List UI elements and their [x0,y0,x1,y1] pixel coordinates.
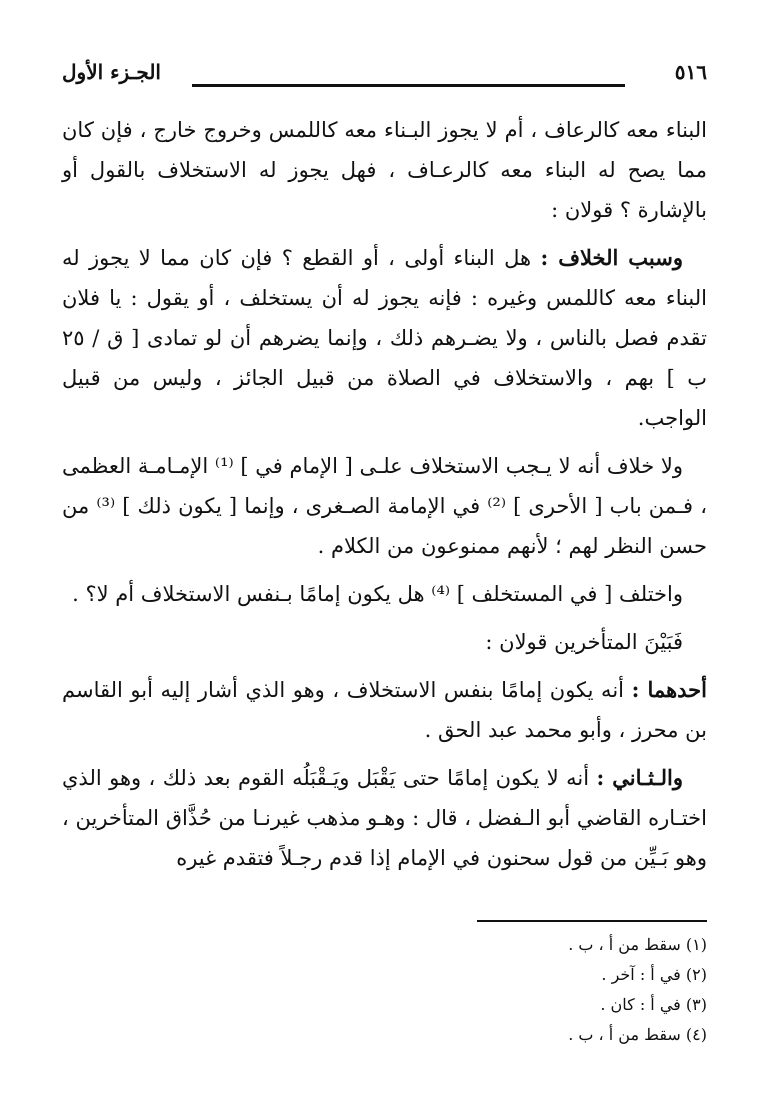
paragraph-3: ولا خلاف أنه لا يـجب الاستخلاف علـى [ الإمام في ] ⁽¹⁾ الإمـامـة العظمى ، فـمن باب [ الأحرى ] ⁽²⁾ في الإمامة الصـغرى ، وإنما [ يكون ذلك ] ⁽³⁾ من حسن النظر لهم ؛ لأنهم ممنوعون من الكلام . [62,454,707,558]
paragraph-7 [62,758,707,878]
paragraph-7-label: والـثـاني : [596,765,684,790]
page-number: ٥١٦ [674,60,707,84]
paragraph-2-text: هل البناء أولى ، أو القطع ؟ فإن كان مما لا يجوز له البناء معه كاللمس وغيره : فإنه يجوز له أن يستخلف ، أو يقول : يا فلان تقدم فصل بالناس ، ولا يضـرهم ذلك ، وإنما يضرهم أن لو تمادى [ ق / ٢٥ ب ] بهم ، والاستخلاف في الصلاة من قبيل الجائز ، وليس من قبيل الواجب. [62,246,707,430]
footnote-rule [477,920,707,922]
paragraph-6-text: أنه يكون إمامًا بنفس الاستخلاف ، وهو الذي أشار إليه أبو القاسم بن محرز ، وأبو محمد عبد الحق . [62,678,707,742]
paragraph-1: البناء معه كالرعاف ، أم لا يجوز البـناء معه كاللمس وخروج خارج ، فإن كان مما يصح له البناء معه كالرعـاف ، فهل يجوز له الاستخلاف بالقول أو بالإشارة ؟ قولان : [62,118,707,222]
paragraph-2-label: وسبب الخلاف : [540,245,683,270]
footnote-4: (٤) سقط من أ ، ب . [568,1025,707,1044]
page-header [62,58,707,98]
running-title: الجـزء الأول [62,60,161,84]
paragraph-7-text: أنه لا يكون إمامًا حتى يَقْبَل ويَـقْبَلُه القوم بعد ذلك ، وهو الذي اختـاره القاضي أبو الـفضل ، قال : وهـو مذهب غيرنـا من حُذَّاق المتأخرين ، وهو بَـيِّن من قول سحنون في الإمام إذا قدم رجـلاً فتقدم غيره [62,766,707,870]
footnote-2: (٢) في أ : آخر . [601,965,707,984]
paragraph-2 [62,238,707,438]
paragraph-6-label: أحدهما : [631,677,707,702]
body-text [62,110,707,886]
paragraph-4: واختلف [ في المستخلف ] ⁽⁴⁾ هل يكون إمامًا بـنفس الاستخلاف أم لا؟ . [72,582,683,606]
paragraph-6 [62,670,707,750]
paragraph-5: فَبَيْنَ المتأخرين قولان : [485,630,683,654]
footnotes [300,930,707,1050]
footnote-1: (١) سقط من أ ، ب . [568,935,707,954]
footnote-3: (٣) في أ : كان . [600,995,707,1014]
header-rule [192,84,625,87]
